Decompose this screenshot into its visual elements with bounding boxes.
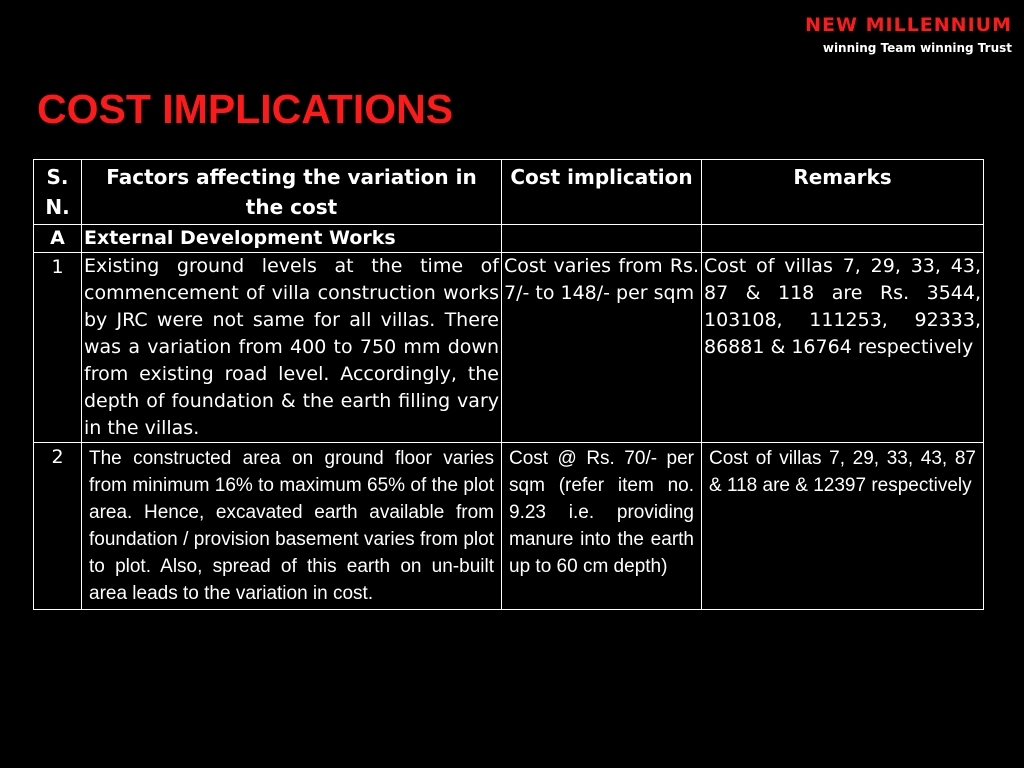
- row-remarks: Cost of villas 7, 29, 33, 43, 87 & 118 are & 12397 respectively: [702, 443, 984, 610]
- brand-logo: [805, 14, 1012, 55]
- table-row: [34, 443, 984, 610]
- row-factor: The constructed area on ground floor varies from minimum 16% to maximum 65% of the plot area. Hence, excavated earth available from foundation / provision basement varies from plot to plot. Also, spread of this earth on un-built area leads to the variation in cost.: [82, 443, 502, 610]
- header-cost-implication: Cost implication: [502, 160, 702, 225]
- header-sn: S. N.: [34, 160, 82, 225]
- section-row: [34, 225, 984, 253]
- brand-name: NEW MILLENNIUM: [805, 14, 1012, 36]
- section-id: A: [34, 225, 82, 253]
- header-factors: Factors affecting the variation in the cost: [82, 160, 502, 225]
- row-cost: Cost @ Rs. 70/- per sqm (refer item no. 9.23 i.e. providing manure into the earth up to 60 cm depth): [502, 443, 702, 610]
- row-remarks: Cost of villas 7, 29, 33, 43, 87 & 118 are Rs. 3544, 103108, 111253, 92333, 86881 & 16764 respectively: [702, 253, 984, 443]
- cost-implications-table: [33, 159, 984, 610]
- row-cost: Cost varies from Rs. 7/- to 148/- per sqm: [502, 253, 702, 443]
- page-title: COST IMPLICATIONS: [37, 86, 454, 132]
- row-sn: 1: [34, 253, 82, 443]
- header-remarks: Remarks: [702, 160, 984, 225]
- table-row: [34, 253, 984, 443]
- section-empty-cost: [502, 225, 702, 253]
- section-label: External Development Works: [82, 225, 502, 253]
- row-sn: 2: [34, 443, 82, 610]
- brand-tagline: winning Team winning Trust: [822, 41, 1012, 55]
- row-factor: Existing ground levels at the time of commencement of villa construction works by JRC were not same for all villas. There was a variation from 400 to 750 mm down from existing road level. Accordingly, the depth of foundation & the earth filling vary in the villas.: [82, 253, 502, 443]
- table-header-row: [34, 160, 984, 225]
- section-empty-remarks: [702, 225, 984, 253]
